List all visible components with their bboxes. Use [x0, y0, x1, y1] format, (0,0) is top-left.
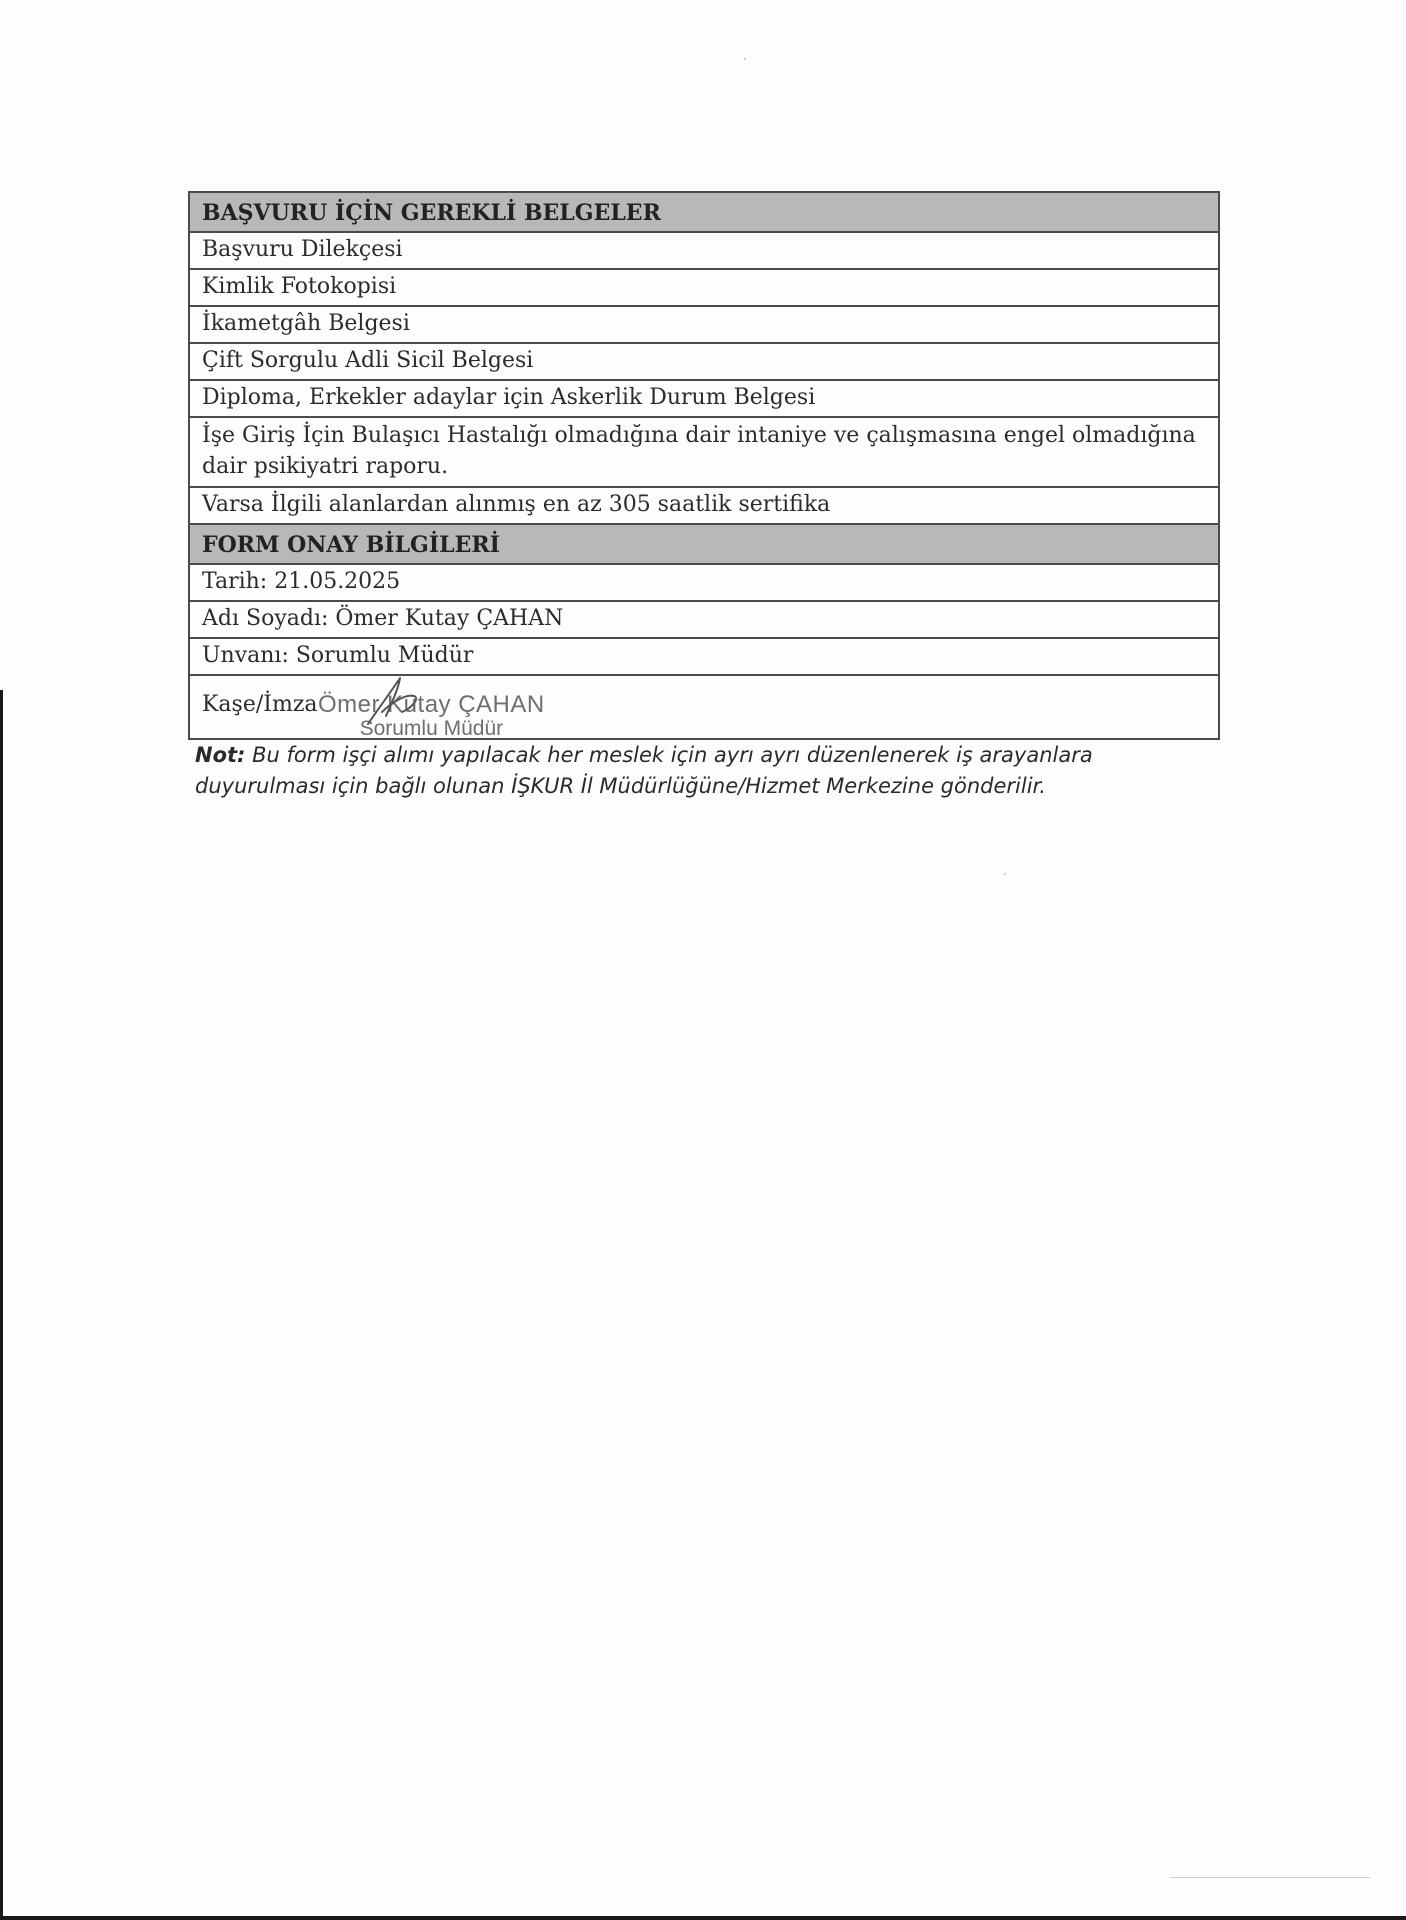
document-row: İşe Giriş İçin Bulaşıcı Hastalığı olmadığına dair intaniye ve çalışmasına engel olmadığına dair psikiyatri raporu.	[190, 418, 1218, 488]
scan-speck	[1004, 873, 1006, 875]
document-row: Çift Sorgulu Adli Sicil Belgesi	[190, 344, 1218, 381]
stamp-title: Sorumlu Müdür	[359, 717, 504, 740]
requirements-table	[188, 191, 1220, 740]
note-text: Bu form işçi alımı yapılacak her meslek için ayrı ayrı düzenlenerek iş arayanlara duyurulması için bağlı olunan İŞKUR İl Müdürlüğüne/Hizmet Merkezine gönderilir.	[195, 743, 1093, 798]
stamp-name: Ömer Kutay ÇAHAN	[318, 691, 545, 718]
footnote	[195, 740, 1205, 802]
handwritten-signature	[362, 672, 432, 732]
note-label: Not:	[195, 743, 246, 767]
approval-name-row: Adı Soyadı: Ömer Kutay ÇAHAN	[190, 602, 1218, 639]
scan-edge-left	[0, 690, 3, 1920]
signature-row	[190, 676, 1218, 738]
signature-label: Kaşe/İmza	[202, 692, 318, 717]
approval-date-row: Tarih: 21.05.2025	[190, 565, 1218, 602]
scan-edge-bottom	[0, 1916, 1406, 1920]
scan-artifact-line	[1170, 1877, 1370, 1878]
document-row: Başvuru Dilekçesi	[190, 233, 1218, 270]
document-row: İkametgâh Belgesi	[190, 307, 1218, 344]
section-header-documents: BAŞVURU İÇİN GEREKLİ BELGELER	[190, 193, 1218, 233]
document-row: Varsa İlgili alanlardan alınmış en az 305 saatlik sertifika	[190, 488, 1218, 525]
section-header-approval: FORM ONAY BİLGİLERİ	[190, 525, 1218, 565]
document-row: Diploma, Erkekler adaylar için Askerlik Durum Belgesi	[190, 381, 1218, 418]
scan-speck	[744, 58, 746, 60]
document-row: Kimlik Fotokopisi	[190, 270, 1218, 307]
approval-title-row: Unvanı: Sorumlu Müdür	[190, 639, 1218, 676]
